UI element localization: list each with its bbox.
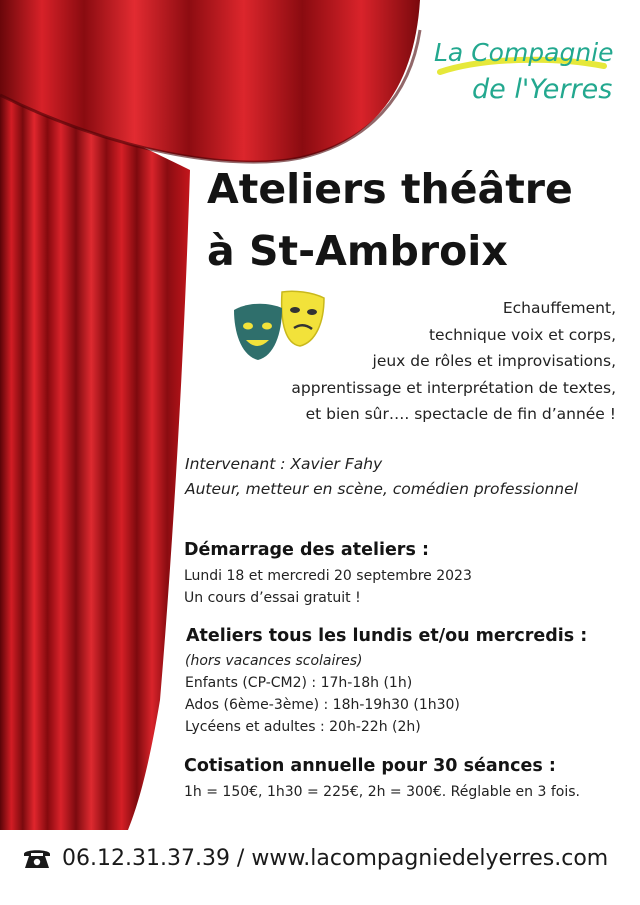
activity-line: technique voix et corps, — [428, 325, 616, 344]
ateliers-line: Ados (6ème-3ème) : 18h-19h30 (1h30) — [185, 697, 460, 713]
page-title-line-2: à St-Ambroix — [207, 227, 508, 275]
demarrage-heading: Démarrage des ateliers : — [184, 540, 429, 560]
activities-list — [291, 295, 616, 428]
demarrage-line: Lundi 18 et mercredi 20 septembre 2023 — [184, 568, 472, 584]
company-logo — [432, 22, 612, 114]
ateliers-line: Lycéens et adultes : 20h-22h (2h) — [185, 719, 421, 735]
cotisation-heading: Cotisation annuelle pour 30 séances : — [184, 756, 556, 776]
logo-line-1: La Compagnie — [434, 38, 614, 67]
demarrage-line: Un cours d’essai gratuit ! — [184, 590, 361, 606]
intervenant-block — [185, 452, 578, 502]
logo-line-2: de l'Yerres — [472, 74, 613, 105]
ateliers-details — [185, 650, 460, 738]
intervenant-description: Auteur, metteur en scène, comédien professionnel — [185, 480, 578, 498]
activity-line: jeux de rôles et improvisations, — [372, 352, 616, 370]
ateliers-note: (hors vacances scolaires) — [185, 653, 363, 669]
ateliers-heading: Ateliers tous les lundis et/ou mercredis : — [186, 626, 588, 646]
page-title-line-1: Ateliers théâtre — [207, 165, 573, 213]
ateliers-line: Enfants (CP-CM2) : 17h-18h (1h) — [185, 675, 413, 691]
intervenant-name: Intervenant : Xavier Fahy — [185, 455, 383, 473]
contact-footer — [22, 840, 608, 876]
demarrage-details — [184, 565, 472, 609]
activity-line: et bien sûr…. spectacle de fin d’année ! — [305, 405, 616, 423]
activity-line: apprentissage et interprétation de textes, — [291, 378, 616, 397]
cotisation-details — [184, 781, 580, 803]
phone-icon — [22, 846, 52, 870]
contact-text: 06.12.31.37.39 / www.lacompagniedelyerres.com — [62, 845, 609, 871]
activity-line: Echauffement, — [502, 299, 616, 317]
cotisation-line: 1h = 150€, 1h30 = 225€, 2h = 300€. Réglable en 3 fois. — [184, 784, 580, 800]
